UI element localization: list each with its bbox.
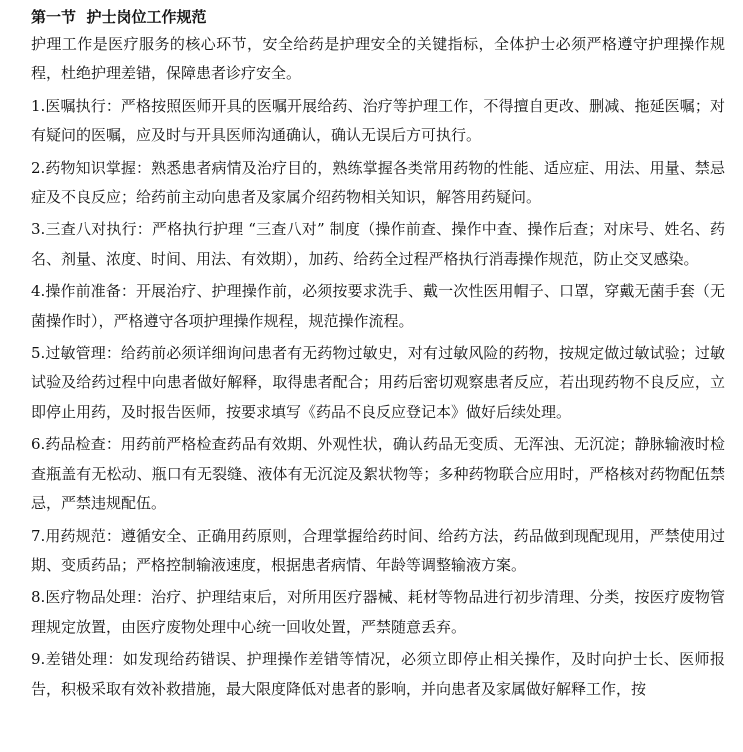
rule-item-2: 2.药物知识掌握：熟悉患者病情及治疗目的，熟练掌握各类常用药物的性能、适应症、用法、用量、禁忌症及不良反应；给药前主动向患者及家属介绍药物相关知识，解答用药疑问。: [31, 158, 725, 207]
rule-item-8: 8.医疗物品处理：治疗、护理结束后，对所用医疗器械、耗材等物品进行初步清理、分类，按医疗废物管理规定放置，由医疗废物处理中心统一回收处置，严禁随意丢弃。: [31, 588, 725, 636]
section-title: 第一节 护士岗位工作规范: [31, 8, 207, 26]
rule-item-5: 5.过敏管理：给药前必须详细询问患者有无药物过敏史，对有过敏风险的药物，按规定做过敏试验；过敏试验及给药过程中向患者做好解释，取得患者配合；用药后密切观察患者反应，若出现药物不良反应，立即停止用药，及时报告医师，按要求填写《药品不良反应登记本》做好后续处理。: [31, 344, 725, 421]
rule-item-9: 9.差错处理：如发现给药错误、护理操作差错等情况，必须立即停止相关操作，及时向护士长、医师报告，积极采取有效补救措施，最大限度降低对患者的影响，并向患者及家属做好解释工作，按: [31, 650, 725, 698]
intro-paragraph: 护理工作是医疗服务的核心环节，安全给药是护理安全的关键指标，全体护士必须严格遵守护理操作规程，杜绝护理差错，保障患者诊疗安全。: [31, 35, 725, 83]
rule-item-1: 1.医嘱执行：严格按照医师开具的医嘱开展给药、治疗等护理工作，不得擅自更改、删减、拖延医嘱；对有疑问的医嘱，应及时与开具医师沟通确认，确认无误后方可执行。: [31, 96, 725, 145]
rule-item-4: 4.操作前准备：开展治疗、护理操作前，必须按要求洗手、戴一次性医用帽子、口罩，穿戴无菌手套（无菌操作时），严格遵守各项护理操作规程，规范操作流程。: [31, 282, 725, 330]
rule-item-7: 7.用药规范：遵循安全、正确用药原则，合理掌握给药时间、给药方法，药品做到现配现用，严禁使用过期、变质药品；严格控制输液速度，根据患者病情、年龄等调整输液方案。: [31, 526, 725, 574]
rule-item-6: 6.药品检查：用药前严格检查药品有效期、外观性状，确认药品无变质、无浑浊、无沉淀；静脉输液时检查瓶盖有无松动、瓶口有无裂缝、液体有无沉淀及絮状物等；多种药物联合应用时，严格核对药物配伍禁忌，严禁违规配伍。: [31, 435, 725, 513]
rule-item-3: 3.三查八对执行：严格执行护理 “三查八对” 制度（操作前查、操作中查、操作后查；对床号、姓名、药名、剂量、浓度、时间、用法、有效期），加药、给药全过程严格执行消毒操作规范，防止交叉感染。: [31, 220, 725, 268]
